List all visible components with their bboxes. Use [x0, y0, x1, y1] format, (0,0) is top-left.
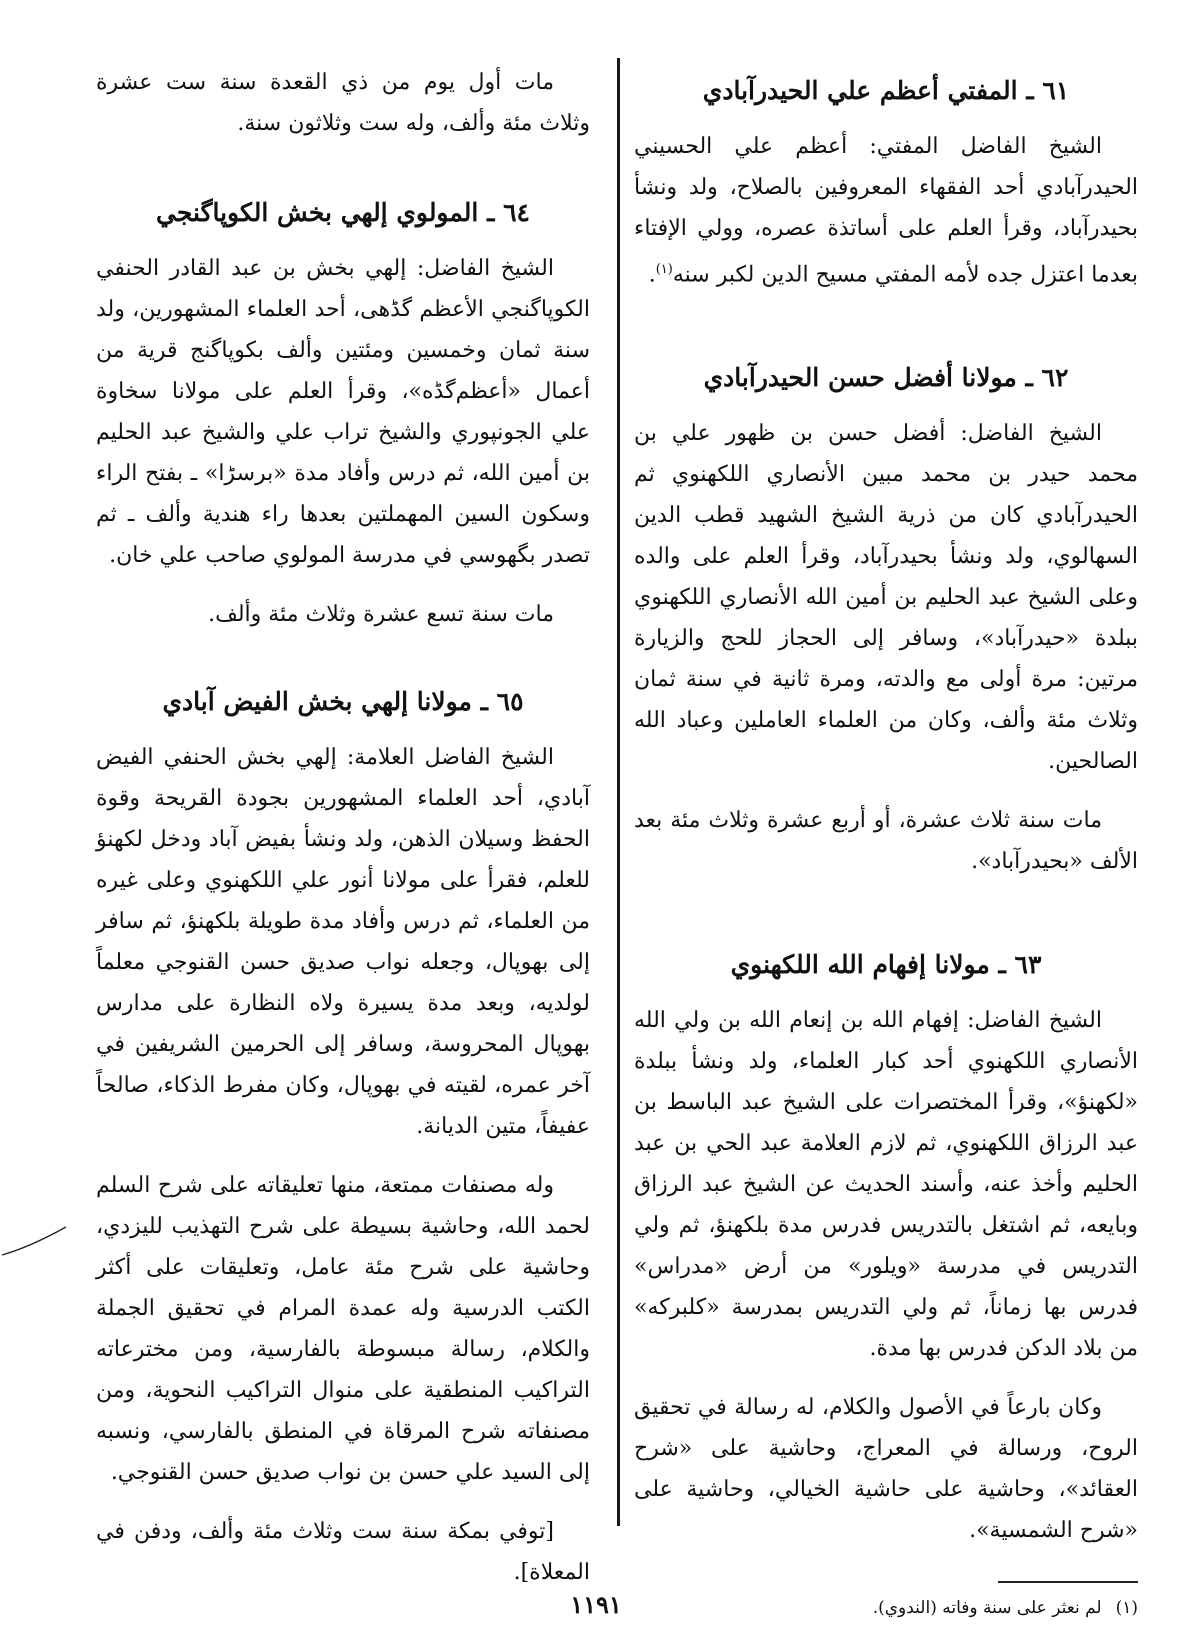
entry-63-paragraph-1: الشيخ الفاضل: إفهام الله بن إنعام الله بن ولي الله الأنصاري اللكهنوي أحد كبار العلماء، ولد ونشأ ببلدة «لكهنؤ»، وقرأ المختصرات على الشيخ عبد الباسط بن عبد الرزاق اللكهنوي، ثم لازم العلامة عبد الحي بن عبد الحليم وأخذ عنه، وأسند الحديث عن الشيخ عبد الرزاق وبايعه، ثم اشتغل بالتدريس فدرس مدة بلكهنؤ، ثم ولي التدريس في مدرسة «ويلور» من أرض «مدراس» فدرس بها زماناً، ثم ولي التدريس بمدرسة «كلبركه» من بلاد الدكن فدرس بها مدة.: [634, 1008, 1138, 1362]
footnote-number: (١): [1115, 1598, 1138, 1619]
entry-62-paragraph-2: مات سنة ثلاث عشرة، أو أربع عشرة وثلاث مئة بعد الألف «بحيدرآباد».: [634, 808, 1138, 875]
entry-61-paragraph: [634, 126, 1138, 295]
page-number: ١١٩١: [570, 1590, 622, 1619]
entry-63-continuation: مات أول يوم من ذي القعدة سنة ست عشرة وثلاث مئة وألف، وله ست وثلاثون سنة.: [96, 70, 590, 136]
entry-62-paragraph-1: الشيخ الفاضل: أفضل حسن بن ظهور علي بن محمد حيدر بن محمد مبين الأنصاري اللكهنوي ثم الحيدرآبادي كان من ذرية الشيخ الشهيد قطب الدين السهالوي، ولد ونشأ بحيدرآباد، وقرأ العلم على والده وعلى الشيخ عبد الحليم بن أمين الله الأنصاري اللكهنوي ببلدة «حيدرآباد»، وسافر إلى الحجاز للحج والزيارة مرتين: مرة أولى مع والدته، ومرة ثانية في سنة ثمان وثلاث مئة وألف، وكان من العلماء العاملين وعباد الله الصالحين.: [634, 421, 1138, 775]
column-divider: [617, 58, 620, 1526]
margin-stroke-mark: [0, 1225, 70, 1265]
right-column: [634, 62, 1138, 1621]
entry-65-paragraph-1: الشيخ الفاضل العلامة: إلهي بخش الحنفي الفيض آبادي، أحد العلماء المشهورين بجودة القريحة وقوة الحفظ وسيلان الذهن، ولد ونشأ بفيض آباد ودخل لكهنؤ للعلم، فقرأ على مولانا أنور علي اللكهنوي وعلى غيره من العلماء، ثم درس وأفاد مدة طويلة بلكهنؤ، ثم سافر إلى بهوپال، وجعله نواب صديق حسن القنوجي معلماً لولديه، وبعد مدة يسيرة ولاه النظارة على مدارس بهوپال المحروسة، وسافر إلى الحرمين الشريفين في آخر عمره، لقيته في بهوپال، وكان مفرط الذكاء، صالحاً عفيفاً، متين الديانة.: [96, 745, 590, 1139]
entry-62-title: ٦٢ ـ مولانا أفضل حسن الحيدرآبادي: [703, 363, 1069, 393]
entry-64-paragraph-2: مات سنة تسع عشرة وثلاث مئة وألف.: [208, 602, 554, 627]
footnote-text: لم نعثر على سنة وفاته (الندوي).: [872, 1598, 1102, 1619]
entry-64-paragraph-1: الشيخ الفاضل: إلهي بخش بن عبد القادر الحنفي الكوپاگنجي الأعظم گڈهی، أحد العلماء المشهورين، ولد سنة ثمان وخمسين ومئتين وألف بكوپاگنج قرية من أعمال «أعظم‌گڈه»، وقرأ العلم على مولانا سخاوة علي الجونپوري والشيخ تراب علي والشيخ عبد الحليم بن أمين الله، ثم درس وأفاد مدة «برسڑا» ـ بفتح الراء وسكون السين المهملتين بعدها راء هندية وألف ـ ثم تصدر بگهوسي في مدرسة المولوي صاحب علي خان.: [96, 256, 591, 568]
entry-65-paragraph-2: وله مصنفات ممتعة، منها تعليقاته على شرح السلم لحمد الله، وحاشية بسيطة على شرح التهذيب لليزدي، وحاشية على شرح مئة عامل، وتعليقات على أكثر الكتب الدرسية وله عمدة المرام في تحقيق الجملة والكلام، رسالة مبسوطة بالفارسية، ومن مخترعاته التراكيب المنطقية على منوال التراكيب النحوية، ومن مصنفاته شرح المرقاة في المنطق بالفارسي، ونسبه إلى السيد علي حسن بن نواب صديق حسن القنوجي.: [96, 1173, 590, 1485]
entry-63-paragraph-2: وكان بارعاً في الأصول والكلام، له رسالة في تحقيق الروح، ورسالة في المعراج، وحاشية على «شرح العقائد»، وحاشية على حاشية الخيالي، وحاشية على «شرح الشمسية».: [634, 1395, 1138, 1544]
entry-61-end: .: [648, 262, 656, 288]
entry-63-title: ٦٣ ـ مولانا إفهام الله اللكهنوي: [730, 950, 1042, 980]
entry-64-title: ٦٤ ـ المولوي إلهي بخش الكوپاگنجي: [156, 198, 530, 227]
footnote-divider: [998, 1581, 1138, 1583]
entry-65-paragraph-3: [توفي بمكة سنة ست وثلاث مئة وألف، ودفن في المعلاة].: [96, 1519, 590, 1585]
footnote-ref[interactable]: (١): [655, 262, 673, 277]
entry-65-title: ٦٥ ـ مولانا إلهي بخش الفيض آبادي: [162, 687, 524, 716]
left-column: [96, 62, 590, 1611]
entry-61-text: الشيخ الفاضل المفتي: أعظم علي الحسيني الحيدرآبادي أحد الفقهاء المعروفين بالصلاح، ولد ونشأ بحيدرآباد، وقرأ العلم على أساتذة عصره، وولي الإفتاء بعدما اعتزل جده لأمه المفتي مسيح الدين لكبر سنه: [634, 134, 1138, 288]
entry-61-title: ٦١ ـ المفتي أعظم علي الحيدرآبادي: [702, 76, 1070, 105]
